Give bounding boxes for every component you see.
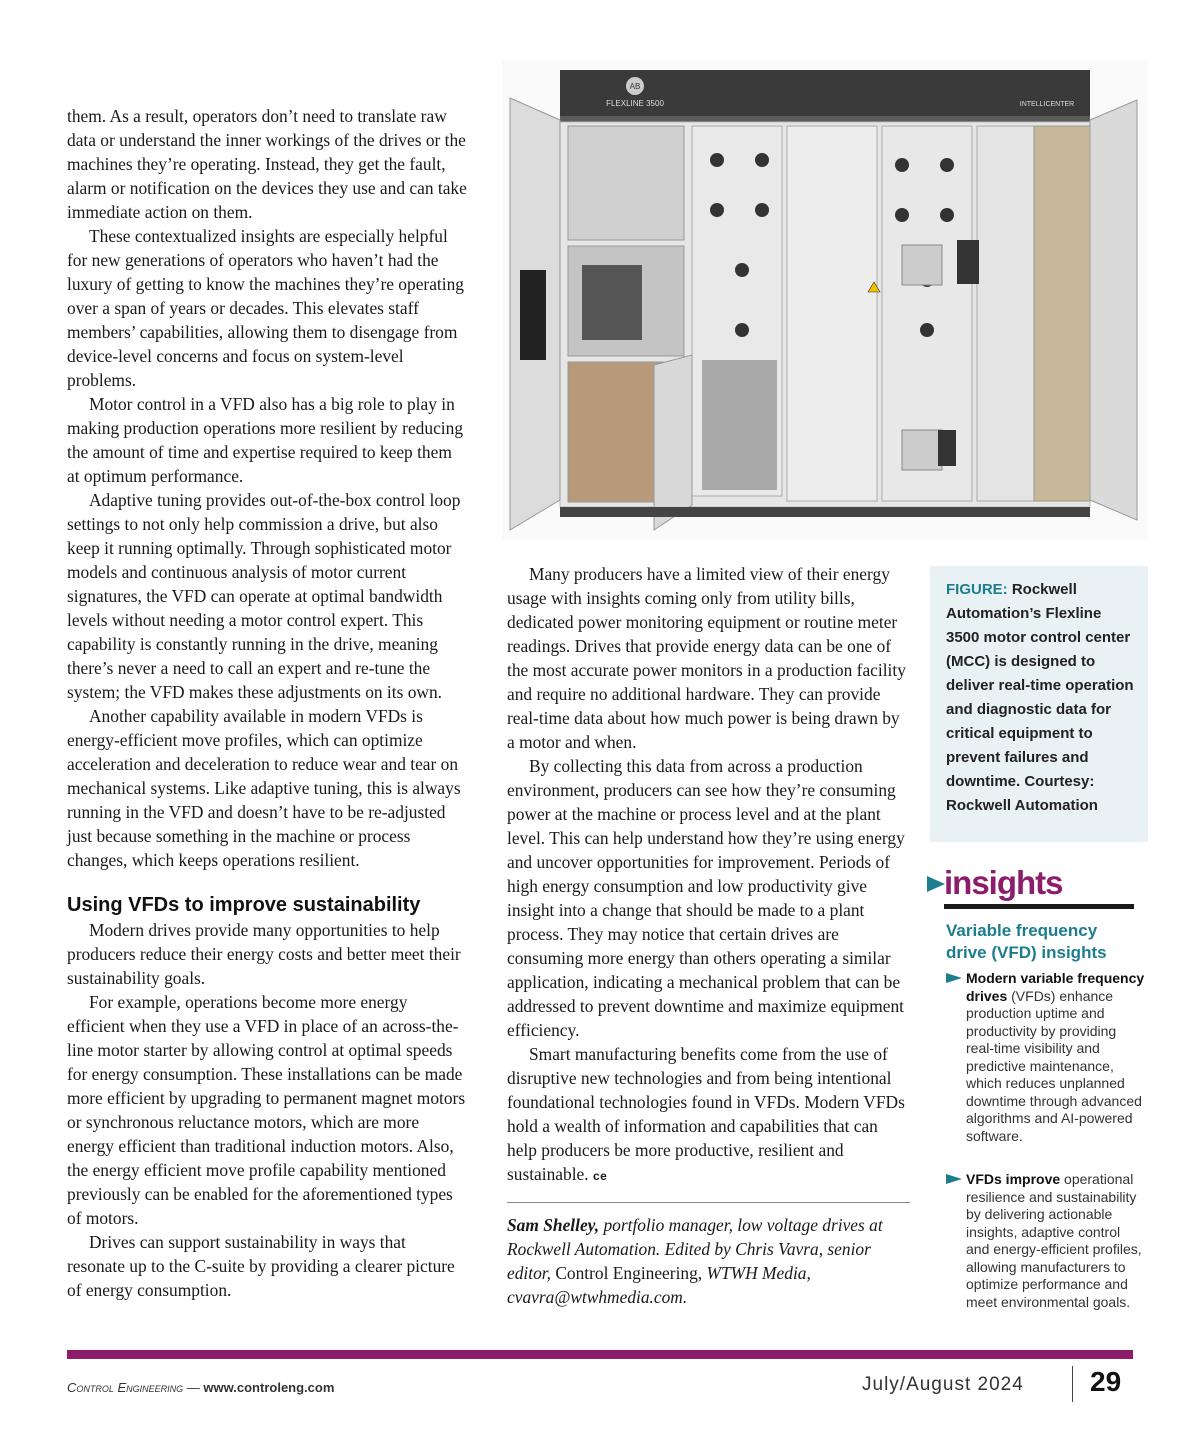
paragraph: them. As a result, operators don’t need to translate raw data or understand the inner workings of the drives or the machines they’re operating. Instead, they get the fault, alarm or notification on the devices they use and can take immediate action on them. bbox=[67, 106, 467, 222]
publication-name: Control Engineering bbox=[67, 1380, 184, 1395]
figure-caption bbox=[946, 578, 1138, 818]
publication-url: www.controleng.com bbox=[203, 1380, 335, 1395]
paragraph-text: Smart manufacturing benefits come from the use of disruptive new technologies and from being intentional foundational technologies found in VFDs. Modern VFDs hold a wealth of information and capabilities that can help producers be more productive, resilient and sustainable. bbox=[507, 1044, 905, 1184]
paragraph: Another capability available in modern VFDs is energy-efficient move profiles, which can optimize acceleration and deceleration to reduce wear and tear on mechanical systems. Like adaptive tuning, this is always running in the VFD and doesn’t have to be re-adjusted just because something in the machine or process changes, which keeps operations resilient. bbox=[67, 706, 461, 870]
footer-publication bbox=[67, 1380, 334, 1395]
footer-divider bbox=[1072, 1366, 1073, 1402]
breaker bbox=[582, 265, 642, 340]
page-number: 29 bbox=[1090, 1366, 1122, 1397]
paragraph: Motor control in a VFD also has a big role to play in making production operations more resilient by reducing the amount of time and expertise required to keep them at optimum performance. bbox=[67, 394, 464, 486]
paragraph bbox=[507, 1042, 910, 1188]
byline-publication: Control Engineering, bbox=[555, 1263, 703, 1283]
insight-item bbox=[946, 1171, 1146, 1311]
issue-date: July/August 2024 bbox=[862, 1374, 1024, 1395]
insights-subtitle: Variable frequency drive (VFD) insights bbox=[946, 921, 1107, 962]
footer-separator: — bbox=[183, 1380, 204, 1395]
section-heading: Using VFDs to improve sustainability bbox=[67, 894, 421, 916]
author-name: Sam Shelley, bbox=[507, 1215, 600, 1235]
bullet-arrow-icon bbox=[946, 973, 962, 983]
insight-text: operational resilience and sustainability by delivering actionable insights, adaptive control and energy-efficient profiles, allowing manufacturers to optimize performance and meet environmental goals. bbox=[966, 1171, 1142, 1310]
insight-item bbox=[946, 970, 1146, 1145]
insight-text: (VFDs) enhance production uptime and productivity by providing real-time visibility and predictive maintenance, which reduces unplanned downtime through advanced algorithms and AI-powered software. bbox=[966, 987, 1142, 1144]
byline-text: WTWH Media, cvavra@wtwhmedia.com. bbox=[507, 1263, 811, 1307]
insight-bold: Modern variable frequency drives bbox=[966, 970, 1145, 1004]
figure-caption-text: Rockwell Automation’s Flexline 3500 motor control center (MCC) is designed to deliver real-time operation and diagnostic data for critical equipment to prevent failures and downtime. Courtesy: Rockwell Automation bbox=[946, 581, 1134, 814]
insights-underline bbox=[944, 904, 1134, 909]
figure-label: FIGURE: bbox=[946, 581, 1008, 598]
mcc-photo bbox=[502, 60, 1148, 540]
insights-title: insights bbox=[944, 864, 1063, 901]
article-column-middle bbox=[507, 562, 910, 1309]
paragraph: Adaptive tuning provides out-of-the-box control loop settings to not only help commission a drive, but also keep it running optimally. Through sophisticated motor models and continuous analysis of motor current signatures, the VFD can operate at optimal bandwidth levels without needing a motor control expert. This capability is constantly running in the drive, meaning there’s never a need to call an expert and re-tune the system; the VFD makes these adjustments on its own. bbox=[67, 490, 461, 702]
divider bbox=[507, 1202, 910, 1203]
author-byline bbox=[507, 1213, 910, 1309]
paragraph: For example, operations become more energy efficient when they use a VFD in place of an across-the-line motor starter by allowing control at optimal speeds for energy consumption. These installations can be made more efficient by upgrading to permanent magnet motors or synchronous reluctance motors, which are more energy efficient than traditional induction motors. Also, the energy efficient move profile capability mentioned previously can be enabled for the aforementioned types of motors. bbox=[67, 992, 466, 1228]
paragraph: Many producers have a limited view of their energy usage with insights coming only from utility bills, dedicated power monitoring equipment or routine meter readings. Drives that provide energy data can be one of the most accurate power monitors in a production facility and require no additional hardware. They can provide real-time data about how much power is being drawn by a motor and when. bbox=[507, 564, 906, 752]
footer-bar bbox=[67, 1350, 1133, 1359]
insight-bold: VFDs improve bbox=[966, 1171, 1061, 1187]
paragraph: These contextualized insights are especially helpful for new generations of operators who haven’t had the luxury of getting to know the machines they’re operating over a span of years or decades. This elevates staff members’ capabilities, allowing them to disengage from device-level concerns and focus on system-level problems. bbox=[67, 226, 464, 390]
mcc-illustration bbox=[502, 60, 1148, 540]
byline-text: portfolio manager, low voltage drives at Rockwell Automation. Edited by Chris Vavra, senior editor, bbox=[507, 1215, 883, 1283]
paragraph: Modern drives provide many opportunities to help producers reduce their energy costs and better meet their sustainability goals. bbox=[67, 920, 461, 988]
end-mark: ce bbox=[592, 1169, 608, 1183]
brand-left: FLEXLINE 3500 bbox=[606, 99, 664, 108]
logo-text: AB bbox=[629, 82, 641, 91]
bullet-arrow-icon bbox=[946, 1174, 962, 1184]
paragraph: Drives can support sustainability in ways that resonate up to the C-suite by providing a clearer picture of energy consumption. bbox=[67, 1232, 455, 1300]
article-column-left bbox=[67, 104, 467, 1302]
brand-right: INTELLICENTER bbox=[1019, 101, 1075, 108]
paragraph: By collecting this data from across a production environment, producers can see how they’re consuming power at the machine or process level and at the plant level. This can help understand how they’re using energy and uncover opportunities for improvement. Periods of high energy consumption and low productivity give insight into a change that should be made to a plant process. They may notice that certain drives are consuming more energy than others operating a similar application, indicating a mechanical problem that can be addressed to prevent downtime and maximize equipment efficiency. bbox=[507, 756, 905, 1040]
